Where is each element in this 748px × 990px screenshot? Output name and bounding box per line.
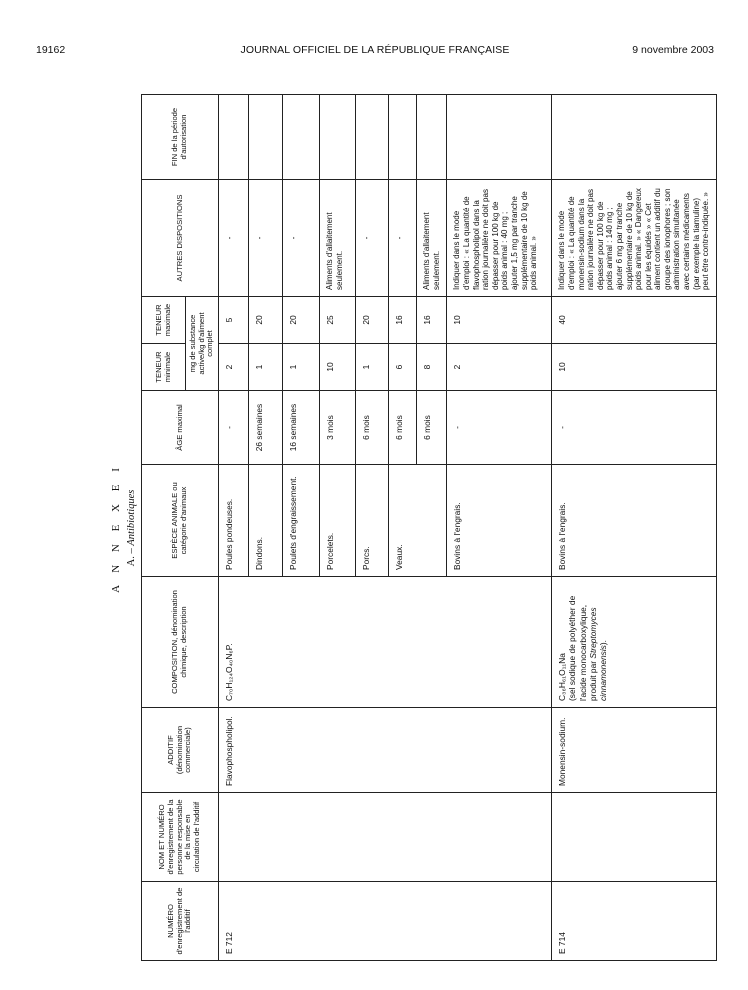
- annex-subtitle-prefix: A. –: [126, 548, 137, 567]
- cell-max: 16: [417, 297, 447, 344]
- cell-autres: -: [219, 180, 249, 297]
- cell-fin: [447, 95, 552, 180]
- cell-fin: [249, 95, 283, 180]
- cell-max: 20: [283, 297, 320, 344]
- cell-fin: [389, 95, 417, 180]
- cell-espece: Porcelets.: [320, 465, 356, 577]
- cell-age: 6 mois: [417, 391, 447, 465]
- cell-age: 26 semaines: [249, 391, 283, 465]
- cell-min: 1: [283, 344, 320, 391]
- cell-max: 20: [249, 297, 283, 344]
- header-additif: ADDITIF (dénomination commerciale): [142, 708, 219, 793]
- cell-espece: Dindons.: [249, 465, 283, 577]
- cell-autres: Indiquer dans le mode d'emploi : « La quantité de flavophospholipol dans la ration journalière ne doit pas dépasser pour 100 kg de poids animal : 40 mg ; ajouter 1,5 mg par tranche supplémentaire de 10 kg de poids animal. »: [447, 180, 552, 297]
- header-numero: NUMÉRO d'enregistrement de l'additif: [142, 882, 219, 961]
- cell-nom: [219, 793, 552, 882]
- cell-autres: Aliments d'allaitement seulement.: [417, 180, 447, 297]
- header-age: ÂGE maximal: [142, 391, 219, 465]
- issue-date: 9 novembre 2003: [632, 44, 714, 56]
- cell-max: 10: [447, 297, 552, 344]
- header-unit: mg de substance active/kg d'aliment complet: [186, 297, 219, 391]
- header-fin: FIN de la période d'autorisation: [142, 95, 219, 180]
- cell-espece: Bovins à l'engrais.: [447, 465, 552, 577]
- composition-organism: Streptomyces cinnamonensis: [587, 607, 608, 701]
- cell-max: 20: [356, 297, 389, 344]
- cell-max: 25: [320, 297, 356, 344]
- header-autres: AUTRES DISPOSITIONS: [142, 180, 219, 297]
- composition-text: (sel sodique de polyéther de l'acide monocarboxylique, produit par: [567, 595, 598, 701]
- cell-min: 6: [389, 344, 417, 391]
- cell-min: 10: [320, 344, 356, 391]
- cell-fin: [552, 95, 717, 180]
- header-composition: COMPOSITION, dénomination chimique, description: [142, 577, 219, 708]
- table-row: [552, 95, 717, 961]
- composition-formula: C₃₆H₆₁O₁₁Na: [557, 653, 568, 701]
- cell-max: 5: [219, 297, 249, 344]
- cell-max: 40: [552, 297, 717, 344]
- cell-fin: [320, 95, 356, 180]
- header-teneur-max: TENEUR maximale: [142, 297, 186, 344]
- annex-subtitle: [126, 95, 137, 961]
- annex-subtitle-italic: Antibiotiques: [126, 489, 137, 546]
- cell-numero: E 712: [219, 882, 552, 961]
- cell-espece: Bovins à l'engrais.: [552, 465, 717, 577]
- header-teneur-min: TENEUR minimale: [142, 344, 186, 391]
- cell-fin: [417, 95, 447, 180]
- cell-autres: Indiquer dans le mode d'emploi : « La quantité de monensin-sodium dans la ration journalière ne doit pas dépasser pour 100 kg de poids animal : 140 mg ; ajouter 6 mg par tranche supplémentaire de 10 kg de poids animal. » « Dangereux pour les équidés » « Cet aliment contient un additif du groupe des ionophores ; son administration simultanée avec certains médicaments (par exemple la tiamuline) peut être contre-indiquée. »: [552, 180, 717, 297]
- cell-age: -: [552, 391, 717, 465]
- header-nom: NOM ET NUMÉRO d'enregistrement de la personne responsable de la mise en circulation de l'additif: [142, 793, 219, 882]
- cell-fin: [356, 95, 389, 180]
- cell-min: 1: [356, 344, 389, 391]
- cell-composition: C₇₀H₁₂₄O₄₀N₆P.: [219, 577, 552, 708]
- cell-max: 16: [389, 297, 417, 344]
- cell-age: -: [447, 391, 552, 465]
- cell-min: 2: [219, 344, 249, 391]
- journal-title: JOURNAL OFFICIEL DE LA RÉPUBLIQUE FRANÇAISE: [240, 44, 510, 56]
- cell-additif: Monensin-sodium.: [552, 708, 717, 793]
- cell-espece: Poules pondeuses.: [219, 465, 249, 577]
- cell-autres: -: [283, 180, 320, 297]
- cell-age: -: [219, 391, 249, 465]
- cell-min: 10: [552, 344, 717, 391]
- cell-composition: [552, 577, 717, 708]
- cell-min: 2: [447, 344, 552, 391]
- cell-fin: [219, 95, 249, 180]
- cell-autres: -: [249, 180, 283, 297]
- cell-autres: -: [389, 180, 417, 297]
- cell-espece: Veaux.: [389, 465, 447, 577]
- cell-min: 1: [249, 344, 283, 391]
- cell-additif: Flavophospholipol.: [219, 708, 552, 793]
- cell-espece: Porcs.: [356, 465, 389, 577]
- header-espece: ESPÈCE ANIMALE ou catégorie d'animaux: [142, 465, 219, 577]
- cell-min: 8: [417, 344, 447, 391]
- composition-text-end: ).: [597, 640, 608, 646]
- cell-numero: E 714: [552, 882, 717, 961]
- cell-autres: Aliments d'allaitement seulement.: [320, 180, 356, 297]
- cell-autres: -: [356, 180, 389, 297]
- rotated-annex-content: [110, 95, 711, 961]
- antibiotics-table: [141, 94, 717, 961]
- cell-age: 6 mois: [389, 391, 417, 465]
- cell-espece: Poulets d'engraissement.: [283, 465, 320, 577]
- table-row: [219, 95, 249, 961]
- annex-title: A N N E X E I: [110, 463, 122, 593]
- cell-age: 16 semaines: [283, 391, 320, 465]
- cell-fin: [283, 95, 320, 180]
- cell-age: 3 mois: [320, 391, 356, 465]
- page-number: 19162: [36, 44, 66, 56]
- cell-nom: [552, 793, 717, 882]
- page-header: [36, 44, 714, 60]
- cell-age: 6 mois: [356, 391, 389, 465]
